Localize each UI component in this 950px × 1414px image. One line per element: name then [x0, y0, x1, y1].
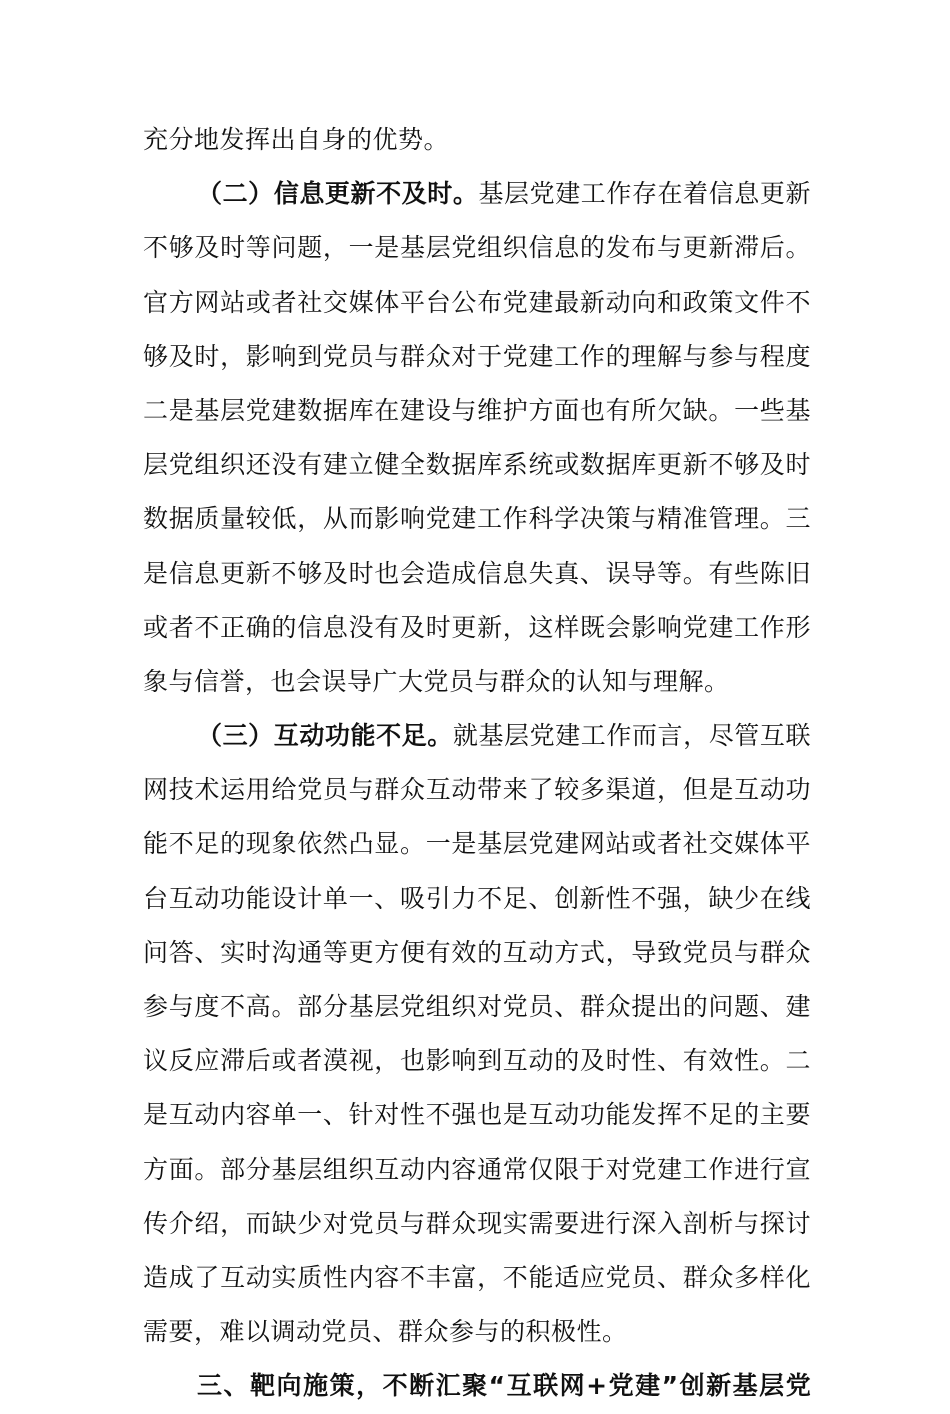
section-heading: 三、靶向施策，不断汇聚“互联网+党建”创新基层党: [197, 1371, 811, 1401]
paragraph-3-line: 造成了互动实质性内容不丰富，不能适应党员、群众多样化: [143, 1262, 811, 1292]
paragraph-3-first-line: [143, 709, 811, 763]
paragraph-3-line: 是互动内容单一、针对性不强也是互动功能发挥不足的主要: [143, 1100, 811, 1130]
paragraph-3-lead: （三）互动功能不足。: [197, 721, 453, 751]
paragraph-3-line: 能不足的现象依然凸显。一是基层党建网站或者社交媒体平: [143, 829, 811, 859]
paragraph-2-line: 数据质量较低，从而影响党建工作科学决策与精准管理。三: [143, 504, 811, 534]
paragraph-3-line: 传介绍，而缺少对党员与群众现实需要进行深入剖析与探讨: [143, 1208, 811, 1238]
paragraph-2-lead: （二）信息更新不及时。: [197, 179, 479, 209]
paragraph-3-line: 方面。部分基层组织互动内容通常仅限于对党建工作进行宣: [143, 1154, 811, 1184]
paragraph-3-first-rest: 就基层党建工作而言，尽管互联: [452, 721, 811, 751]
paragraph-3-line: 参与度不高。部分基层党组织对党员、群众提出的问题、建: [143, 992, 811, 1021]
paragraph-3-line: 台互动功能设计单一、吸引力不足、创新性不强，缺少在线: [143, 883, 811, 913]
paragraph-2-line: 是信息更新不够及时也会造成信息失真、误导等。有些陈旧: [143, 558, 811, 588]
paragraph-2-first-line: [143, 167, 811, 221]
paragraph-1-line-1: 充分地发挥出自身的优势。: [143, 125, 450, 154]
document-body: [143, 113, 811, 1414]
paragraph-3-line: 议反应滞后或者漠视，也影响到互动的及时性、有效性。二: [143, 1046, 811, 1076]
paragraph-2-line: 不够及时等问题，一是基层党组织信息的发布与更新滞后。: [143, 233, 811, 263]
paragraph-3-line: 网技术运用给党员与群众互动带来了较多渠道，但是互动功: [143, 775, 811, 805]
paragraph-2-line: 够及时，影响到党员与群众对于党建工作的理解与参与程度: [143, 341, 811, 371]
paragraph-2-line: 二是基层党建数据库在建设与维护方面也有所欠缺。一些基: [143, 395, 811, 425]
paragraph-2-first-rest: 基层党建工作存在着信息更新: [478, 179, 811, 209]
paragraph-2-line: 或者不正确的信息没有及时更新，这样既会影响党建工作形: [143, 612, 811, 642]
paragraph-2-line: 官方网站或者社交媒体平台公布党建最新动向和政策文件不: [143, 287, 811, 317]
paragraph-3-line: 问答、实时沟通等更方便有效的互动方式，导致党员与群众: [143, 937, 811, 967]
paragraph-3-line: 需要，难以调动党员、群众参与的积极性。: [143, 1317, 628, 1347]
paragraph-2-line: 象与信誉，也会误导广大党员与群众的认知与理解。: [143, 666, 730, 696]
paragraph-2-line: 层党组织还没有建立健全数据库系统或数据库更新不够及时: [143, 450, 811, 480]
